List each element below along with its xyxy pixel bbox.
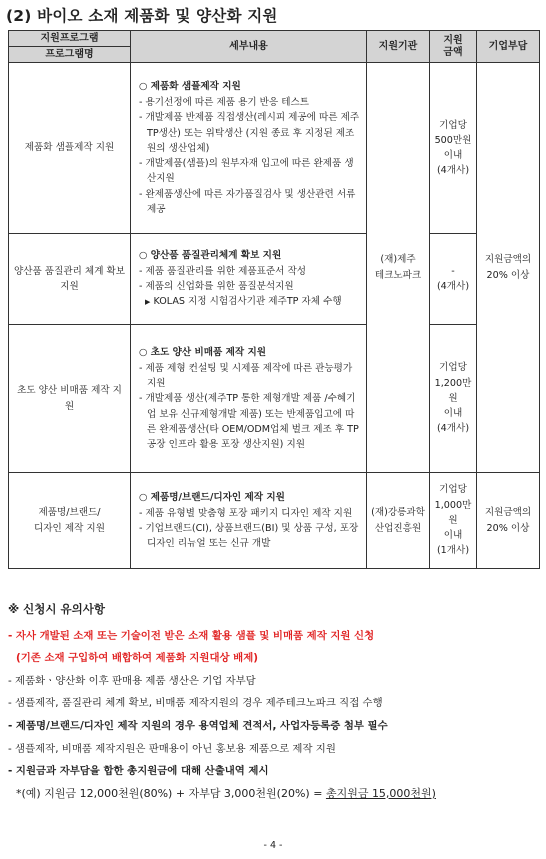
program-name: 제품화 샘플제작 지원 [9, 63, 131, 234]
amount-cell: 기업당 1,200만원 이내 (4개사) [430, 325, 477, 473]
notes-example [8, 783, 540, 806]
application-notes [8, 598, 540, 805]
header-program [9, 31, 131, 63]
amount-cell: - (4개사) [430, 234, 477, 325]
agency-cell: (재)강릉과학 산업진흥원 [367, 473, 430, 569]
notes-line: - 샘플제작, 비매품 제작지원은 판매용이 아닌 홍보용 제품으로 제작 지원 [8, 742, 336, 755]
notes-line: - 자사 개발된 소재 또는 기술이전 받은 소재 활용 샘플 및 비매품 제작 지원 신청 [8, 629, 375, 642]
program-name: 초도 양산 비매품 제작 지원 [9, 325, 131, 473]
detail-line: - 완제품생산에 따른 자가품질검사 및 생산관련 서류제공 [139, 188, 356, 215]
program-detail [131, 473, 367, 569]
detail-line: - 개발제품 생산(제주TP 통한 제형개발 제품 /수혜기업 보유 신규제형개발 제품) 또는 반제품입고에 따른 완제품생산(타 OEM/ODM업체 벌크 제조 후 TP공장 인프라 활용 포장 생산지원) 지원 [139, 393, 359, 450]
notes-line: - 지원금과 자부담을 합한 총지원금에 대해 산출내역 제시 [8, 765, 269, 778]
program-detail [131, 63, 367, 234]
page-number: - 4 - [263, 840, 283, 851]
table-row [9, 234, 540, 325]
detail-line: - 제품의 신업화를 위한 품질분석지원 [139, 281, 294, 292]
detail-title: ○ 초도 양산 비매품 제작 지원 [139, 346, 267, 358]
program-name: 제품명/브랜드/ 디자인 제작 지원 [9, 473, 131, 569]
table-header-row [9, 31, 540, 63]
detail-line: - 용기선정에 따른 제품 용기 반응 테스트 [139, 97, 310, 109]
header-agency: 지원기관 [367, 31, 430, 63]
program-name: 양산품 품질관리 체계 확보 지원 [9, 234, 131, 325]
detail-title: ○ 제품화 샘플제작 지원 [139, 81, 241, 93]
agency-cell: (재)제주 테크노파크 [367, 63, 430, 473]
header-amount: 지원 금액 [430, 31, 477, 63]
detail-title: ○ 양산품 품질관리체계 확보 지원 [139, 249, 282, 261]
detail-line: - 제품 품질관리를 위한 제품표준서 작성 [139, 265, 306, 277]
header-detail: 세부내용 [131, 31, 367, 63]
detail-line: - 개발제품(샘플)의 원부자재 입고에 따른 완제품 생산지원 [139, 158, 354, 185]
burden-cell: 지원금액의 20% 이상 [477, 473, 540, 569]
table-row [9, 325, 540, 473]
table-row [9, 63, 540, 234]
program-detail [131, 234, 367, 325]
section-title: (2) 바이오 소재 제품화 및 양산화 지원 [6, 7, 278, 25]
detail-subline-text: KOLAS 지정 시험검사기관 제주TP 자체 수행 [153, 296, 342, 308]
header-program-name: 프로그램명 [45, 49, 94, 60]
detail-subline [139, 294, 360, 310]
header-program-top: 지원프로그램 [9, 31, 130, 47]
triangle-bullet-icon: ▶ [145, 298, 151, 307]
program-detail [131, 325, 367, 473]
notes-heading: ※ 신청시 유의사항 [8, 602, 105, 616]
amount-cell: 기업당 500만원 이내 (4개사) [430, 63, 477, 234]
table-row [9, 473, 540, 569]
support-program-table [8, 30, 540, 569]
notes-line: (기존 소재 구입하여 배합하여 제품화 지원대상 배제) [16, 652, 258, 665]
notes-line: - 제품화ㆍ양산화 이후 판매용 제품 생산은 기업 자부담 [8, 674, 256, 687]
example-text: *(예) 지원금 12,000천원(80%) + 자부담 3,000천원(20%) = [16, 786, 326, 800]
detail-line: - 기업브랜드(CI), 상품브랜드(BI) 및 상품 구성, 포장디자인 리뉴얼 또는 신규 개발 [139, 523, 359, 550]
burden-cell: 지원금액의 20% 이상 [477, 63, 540, 473]
detail-line: - 제품 유형별 맞춤형 포장 패키지 디자인 제작 지원 [139, 507, 353, 519]
header-burden: 기업부담 [477, 31, 540, 63]
notes-line: - 제품명/브랜드/디자인 제작 지원의 경우 용역업체 견적서, 사업자등록증 첨부 필수 [8, 719, 388, 732]
detail-title: ○ 제품명/브랜드/디자인 제작 지원 [139, 491, 285, 503]
example-total: 총지원금 15,000천원) [325, 786, 436, 800]
amount-cell: 기업당 1,000만원 이내 (1개사) [430, 473, 477, 569]
notes-line: - 샘플제작, 품질관리 체계 확보, 비매품 제작지원의 경우 제주테크노파크 직접 수행 [8, 697, 383, 710]
detail-line: - 제품 제형 컨설팅 및 시제품 제작에 따른 관능평가 지원 [139, 362, 353, 390]
detail-line: - 개발제품 반제품 직접생산(레시피 제공에 따른 제주TP생산) 또는 위탁생산 (지원 종료 후 지정된 제조원의 생산업체) [139, 112, 360, 154]
